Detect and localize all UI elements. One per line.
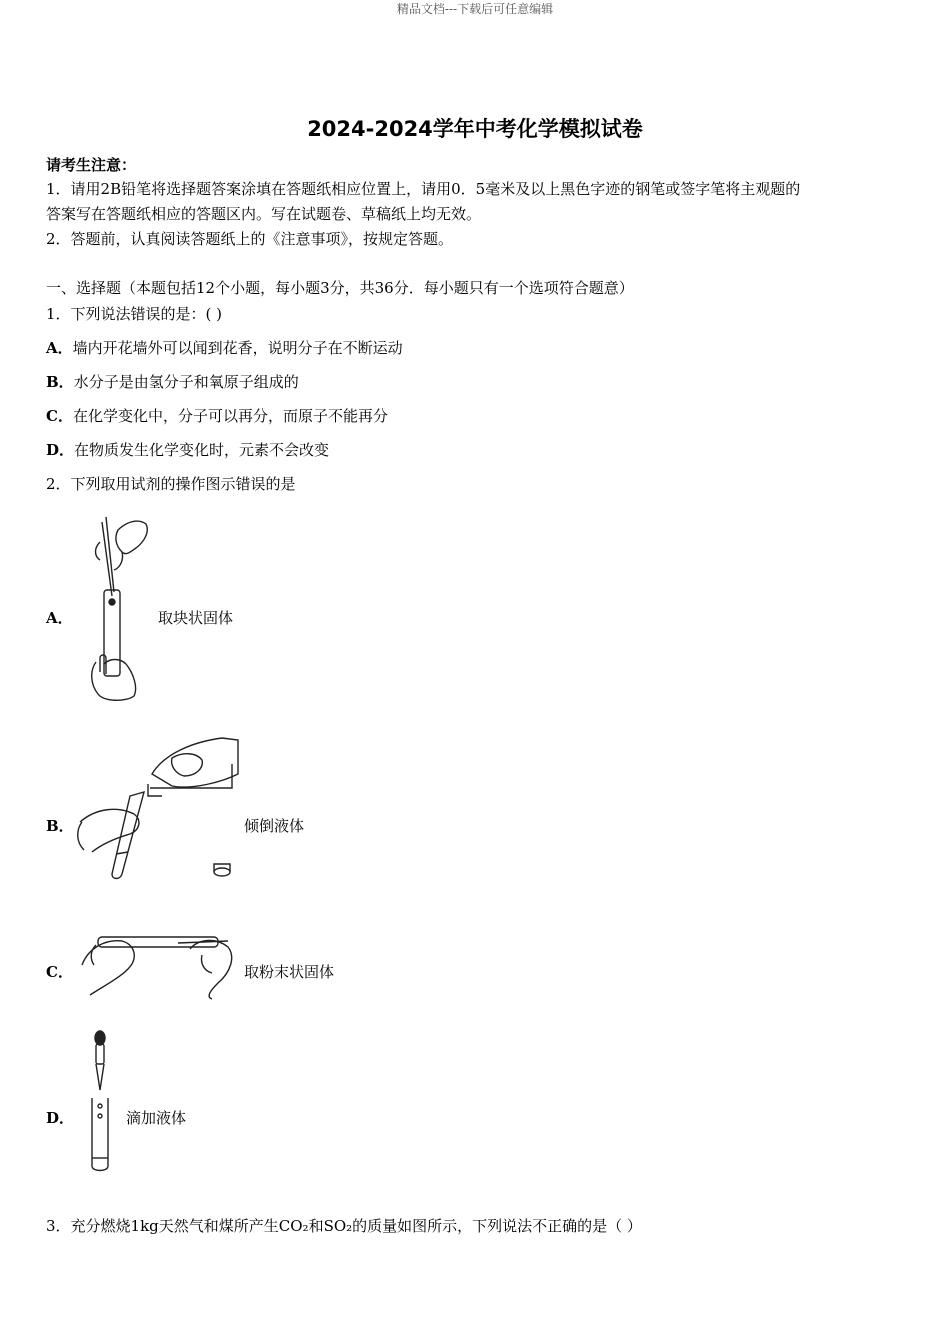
page-header: 精品文档---下载后可任意编辑 [396, 2, 554, 16]
q1-option-d-letter: D． [46, 441, 75, 459]
q1-option-d-text: 在物质发生化学变化时，元素不会改变 [74, 441, 330, 459]
q2-option-d-text: 滴加液体 [126, 1109, 187, 1127]
q1-option-a [46, 337, 403, 358]
notice-line-1: 1．请用2B铅笔将选择题答案涂填在答题纸相应位置上，请用0．5毫米及以上黑色字迹的钢笔或签字笔将主观题的 [46, 180, 801, 198]
q1-option-c-text: 在化学变化中，分子可以再分，而原子不能再分 [72, 407, 388, 425]
q2-option-c-figure [78, 925, 238, 1001]
q2-option-a-letter: A． [46, 609, 73, 627]
q1-option-b-letter: B． [46, 373, 74, 391]
section-heading: 一、选择题（本题包括12个小题，每小题3分，共36分．每小题只有一个选项符合题意） [46, 279, 634, 297]
q2-option-b-text: 倾倒液体 [244, 817, 305, 835]
q1-option-c [46, 405, 388, 426]
q2-option-a-text: 取块状固体 [158, 609, 234, 627]
q2-option-b-letter: B． [46, 817, 74, 835]
page-title: 2024-2024学年中考化学模拟试卷 [307, 117, 643, 141]
notice-line-3: 2．答题前，认真阅读答题纸上的《注意事项》，按规定答题。 [46, 230, 454, 248]
q1-stem: 1．下列说法错误的是：( ) [46, 305, 223, 323]
q2-option-a-figure [86, 512, 156, 704]
q2-option-d-letter: D． [46, 1109, 75, 1127]
q1-option-a-text: 墙内开花墙外可以闻到花香，说明分子在不断运动 [72, 339, 403, 357]
q2-stem: 2．下列取用试剂的操作图示错误的是 [46, 475, 296, 493]
notice-heading: 请考生注意： [46, 156, 137, 174]
q2-option-b-figure [72, 734, 242, 884]
q1-option-a-letter: A． [46, 339, 73, 357]
q1-option-b-text: 水分子是由氢分子和氧原子组成的 [73, 373, 299, 391]
q2-option-c-letter: C． [46, 963, 73, 981]
q1-option-c-letter: C． [46, 407, 73, 425]
notice-line-2: 答案写在答题纸相应的答题区内。写在试题卷、草稿纸上均无效。 [46, 205, 482, 223]
q1-option-b [46, 371, 299, 392]
q1-option-d [46, 439, 329, 460]
q2-option-d-figure [86, 1030, 116, 1174]
q2-option-c-text: 取粉末状固体 [244, 963, 335, 981]
q3-stem: 3．充分燃烧1kg天然气和煤所产生CO₂和SO₂的质量如图所示，下列说法不正确的是（ ） [46, 1217, 642, 1235]
